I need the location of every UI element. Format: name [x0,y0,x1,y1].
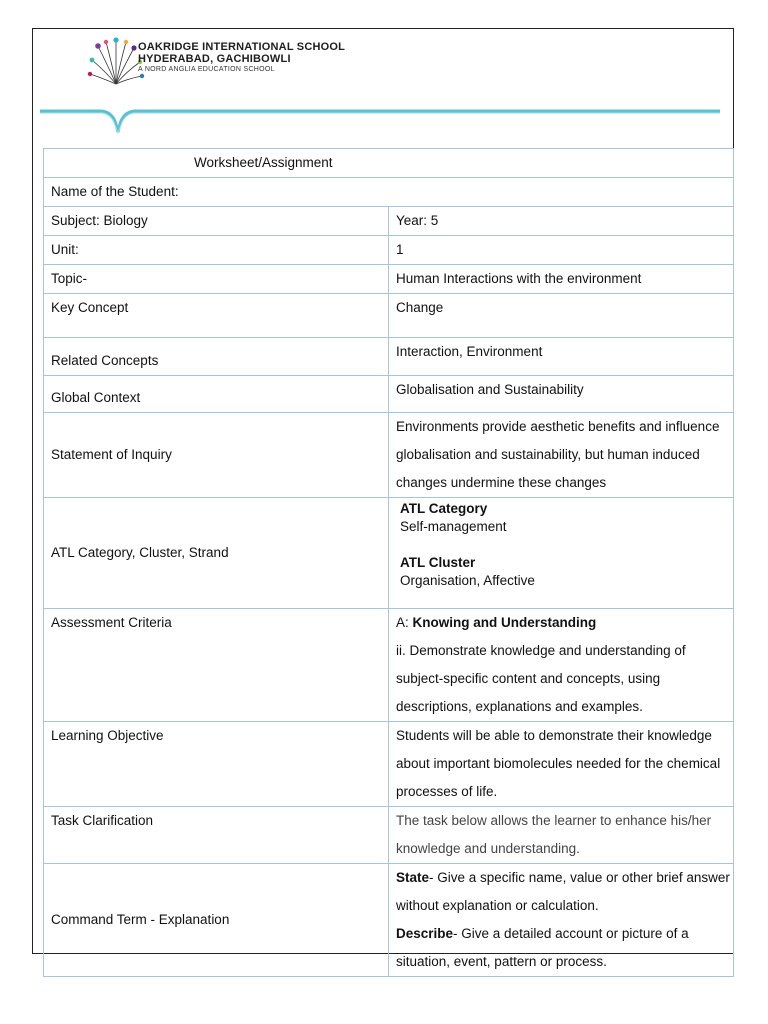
command-term-label: Command Term - Explanation [44,864,389,977]
atl-label: ATL Category, Cluster, Strand [44,498,389,609]
atl-category-value: Self-management [400,519,507,534]
table-row [44,722,734,807]
related-concepts-value: Interaction, Environment [389,338,734,376]
state-term: State [396,870,430,885]
table-row [44,864,734,977]
state-def-text: - Give a specific name, value or other brief answer without explanation or calculation. [396,870,730,913]
school-location: HYDERABAD, GACHIBOWLI [138,53,291,65]
statement-of-inquiry-value: Environments provide aesthetic benefits and influence globalisation and sustainability, but human induced changes undermine these changes [389,413,734,498]
learning-objective-label: Learning Objective [44,722,389,807]
topic-value: Human Interactions with the environment [389,265,734,294]
spacer [400,536,733,554]
statement-of-inquiry-label: Statement of Inquiry [44,413,389,498]
assessment-text: ii. Demonstrate knowledge and understanding of subject-specific content and concepts, using descriptions, explanations and examples. [396,643,686,714]
atl-cell [389,498,734,609]
table-row [44,498,734,609]
topic-label: Topic- [44,265,389,294]
global-context-label: Global Context [44,376,389,413]
table-row [44,265,734,294]
table-row [44,338,734,376]
table-row [44,207,734,236]
state-definition [396,864,733,920]
subject-cell: Subject: Biology [44,207,389,236]
student-name-label: Name of the Student: [44,178,734,207]
assessment-heading: Knowing and Understanding [412,615,597,630]
task-clarification-value: The task below allows the learner to enhance his/her knowledge and understanding. [389,807,734,864]
table-row [44,294,734,338]
table-row [44,609,734,722]
assessment-criteria-cell [389,609,734,722]
global-context-value: Globalisation and Sustainability [389,376,734,413]
table-row [44,413,734,498]
assessment-criteria-label: Assessment Criteria [44,609,389,722]
unit-value: 1 [389,236,734,265]
year-cell: Year: 5 [389,207,734,236]
key-concept-label: Key Concept [44,294,389,338]
worksheet-title: Worksheet/Assignment [44,149,734,178]
school-tagline: A NORD ANGLIA EDUCATION SCHOOL [138,66,275,73]
table-row [44,178,734,207]
table-row [44,376,734,413]
atl-cluster-heading: ATL Cluster [400,555,476,570]
command-term-cell [389,864,734,977]
decorative-wave [40,100,720,142]
describe-definition [396,920,733,976]
learning-objective-value: Students will be able to demonstrate their knowledge about important biomolecules needed for the chemical processes of life. [389,722,734,807]
table-row [44,149,734,178]
related-concepts-label: Related Concepts [44,338,389,376]
unit-label: Unit: [44,236,389,265]
school-name: OAKRIDGE INTERNATIONAL SCHOOL [138,41,346,53]
atl-category-heading: ATL Category [400,501,488,516]
worksheet-table [43,148,734,977]
key-concept-value: Change [389,294,734,338]
describe-term: Describe [396,926,454,941]
atl-cluster-value: Organisation, Affective [400,573,535,588]
school-name-block [138,41,345,75]
assessment-criterion [396,609,733,637]
school-logo-icon [86,36,146,86]
describe-def-text: - Give a detailed account or picture of a situation, event, pattern or process. [396,926,689,969]
table-row [44,807,734,864]
table-row [44,236,734,265]
task-clarification-label: Task Clarification [44,807,389,864]
assessment-prefix: A: [396,615,413,630]
